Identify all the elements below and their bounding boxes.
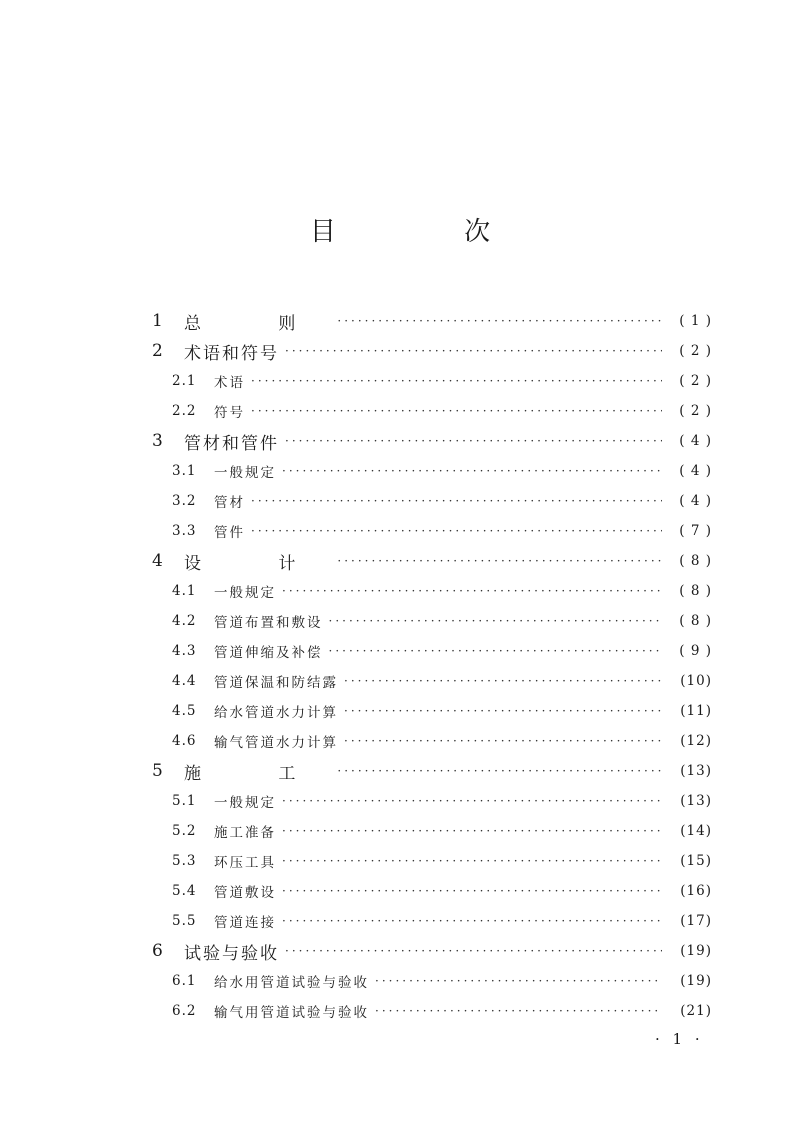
- toc-dot-leader: [285, 426, 662, 456]
- toc-entry-number: 4.1: [172, 583, 197, 599]
- toc-entry-title: 术语: [214, 375, 245, 391]
- toc-entry-page: ( 2 ): [679, 403, 712, 419]
- toc-section-row: [152, 516, 712, 546]
- toc-entry-number: 2.2: [172, 403, 197, 419]
- toc-entry-number: 6.1: [172, 973, 197, 989]
- toc-entry-page: ( 4 ): [679, 463, 712, 479]
- toc-dot-leader: [282, 846, 662, 876]
- toc-dot-leader: [344, 666, 662, 696]
- toc-dot-leader: [251, 366, 662, 396]
- toc-dot-leader: [329, 636, 663, 666]
- toc-dot-leader: [375, 966, 662, 996]
- toc-section-row: [152, 906, 712, 936]
- toc-entry-title: 管道连接: [214, 915, 276, 931]
- toc-entry-page: ( 9 ): [679, 643, 712, 659]
- toc-entry-title: 管道布置和敷设: [214, 615, 323, 631]
- toc-entry-title: 总 则: [184, 313, 332, 334]
- toc-entry-number: 6: [152, 941, 163, 961]
- toc-entry-page: (11): [680, 703, 712, 719]
- toc-entry-title: 环压工具: [214, 855, 276, 871]
- toc-entry-page: (15): [680, 853, 712, 869]
- toc-section-row: [152, 636, 712, 666]
- toc-entry-page: (16): [680, 883, 712, 899]
- toc-chapter-row: [152, 546, 712, 576]
- toc-entry-number: 4.5: [172, 703, 197, 719]
- toc-entry-number: 4.4: [172, 673, 197, 689]
- toc-dot-leader: [282, 816, 662, 846]
- toc-entry-page: (19): [680, 943, 712, 959]
- toc-entry-number: 5.3: [172, 853, 197, 869]
- toc-chapter-row: [152, 756, 712, 786]
- toc-entry-number: 5: [152, 761, 163, 781]
- toc-entry-title: 管道伸缩及补偿: [214, 645, 323, 661]
- toc-section-row: [152, 366, 712, 396]
- toc-dot-leader: [251, 396, 662, 426]
- toc-dot-leader: [282, 786, 662, 816]
- toc-section-row: [152, 816, 712, 846]
- toc-entry-title: 施工准备: [214, 825, 276, 841]
- toc-dot-leader: [251, 516, 662, 546]
- toc-entry-title: 符号: [214, 405, 245, 421]
- toc-section-row: [152, 666, 712, 696]
- toc-section-row: [152, 696, 712, 726]
- toc-section-row: [152, 726, 712, 756]
- toc-dot-leader: [375, 996, 662, 1026]
- toc-entry-title: 设 计: [184, 553, 332, 574]
- toc-entry-number: 5.5: [172, 913, 197, 929]
- toc-section-row: [152, 396, 712, 426]
- toc-dot-leader: [344, 726, 662, 756]
- toc-entry-number: 4.3: [172, 643, 197, 659]
- toc-dot-leader: [337, 546, 662, 576]
- toc-entry-title: 输气管道水力计算: [214, 735, 338, 751]
- toc-chapter-row: [152, 936, 712, 966]
- toc-entry-number: 6.2: [172, 1003, 197, 1019]
- toc-entry-title: 管材和管件: [184, 433, 279, 454]
- toc-entry-number: 4: [152, 551, 163, 571]
- toc-entry-page: ( 2 ): [679, 373, 712, 389]
- toc-section-row: [152, 996, 712, 1026]
- toc-entry-number: 2: [152, 341, 163, 361]
- page-title: 目 次: [309, 217, 551, 247]
- table-of-contents: [152, 306, 712, 1026]
- toc-dot-leader: [282, 876, 662, 906]
- toc-entry-number: 4.6: [172, 733, 197, 749]
- toc-entry-title: 管材: [214, 495, 245, 511]
- toc-entry-page: (17): [680, 913, 712, 929]
- toc-dot-leader: [329, 606, 663, 636]
- toc-entry-title: 一般规定: [214, 585, 276, 601]
- page-number: · 1 ·: [655, 1030, 704, 1048]
- toc-section-row: [152, 876, 712, 906]
- toc-entry-page: ( 8 ): [679, 613, 712, 629]
- toc-entry-page: (10): [680, 673, 712, 689]
- toc-entry-page: (12): [680, 733, 712, 749]
- toc-entry-number: 5.4: [172, 883, 197, 899]
- toc-entry-number: 3.2: [172, 493, 197, 509]
- toc-entry-page: (21): [680, 1003, 712, 1019]
- toc-entry-page: ( 7 ): [679, 523, 712, 539]
- toc-entry-page: ( 8 ): [679, 553, 712, 569]
- toc-entry-title: 一般规定: [214, 795, 276, 811]
- toc-section-row: [152, 576, 712, 606]
- toc-dot-leader: [337, 306, 662, 336]
- toc-entry-number: 3.3: [172, 523, 197, 539]
- toc-entry-title: 管件: [214, 525, 245, 541]
- toc-entry-page: ( 2 ): [679, 343, 712, 359]
- toc-entry-title: 给水管道水力计算: [214, 705, 338, 721]
- toc-entry-page: (13): [680, 763, 712, 779]
- toc-dot-leader: [282, 456, 662, 486]
- toc-entry-page: ( 4 ): [679, 433, 712, 449]
- toc-dot-leader: [337, 756, 662, 786]
- toc-entry-title: 管道敷设: [214, 885, 276, 901]
- toc-entry-title: 施 工: [184, 763, 332, 784]
- toc-dot-leader: [282, 576, 662, 606]
- toc-section-row: [152, 486, 712, 516]
- toc-section-row: [152, 786, 712, 816]
- toc-entry-page: ( 8 ): [679, 583, 712, 599]
- toc-chapter-row: [152, 336, 712, 366]
- toc-entry-number: 4.2: [172, 613, 197, 629]
- toc-entry-page: (13): [680, 793, 712, 809]
- toc-entry-page: (19): [680, 973, 712, 989]
- toc-dot-leader: [285, 336, 662, 366]
- toc-entry-number: 5.2: [172, 823, 197, 839]
- toc-entry-title: 试验与验收: [184, 943, 279, 964]
- toc-section-row: [152, 846, 712, 876]
- toc-entry-page: (14): [680, 823, 712, 839]
- toc-entry-page: ( 4 ): [679, 493, 712, 509]
- toc-dot-leader: [344, 696, 662, 726]
- toc-entry-title: 给水用管道试验与验收: [214, 975, 369, 991]
- toc-entry-page: ( 1 ): [679, 313, 712, 329]
- toc-entry-number: 1: [152, 311, 163, 331]
- toc-dot-leader: [285, 936, 662, 966]
- toc-entry-number: 3.1: [172, 463, 197, 479]
- toc-entry-title: 输气用管道试验与验收: [214, 1005, 369, 1021]
- toc-entry-number: 3: [152, 431, 163, 451]
- toc-section-row: [152, 966, 712, 996]
- toc-entry-title: 一般规定: [214, 465, 276, 481]
- toc-section-row: [152, 606, 712, 636]
- toc-entry-number: 2.1: [172, 373, 197, 389]
- toc-entry-number: 5.1: [172, 793, 197, 809]
- toc-entry-title: 术语和符号: [184, 343, 279, 364]
- toc-chapter-row: [152, 306, 712, 336]
- toc-section-row: [152, 456, 712, 486]
- toc-entry-title: 管道保温和防结露: [214, 675, 338, 691]
- toc-chapter-row: [152, 426, 712, 456]
- toc-dot-leader: [251, 486, 662, 516]
- toc-dot-leader: [282, 906, 662, 936]
